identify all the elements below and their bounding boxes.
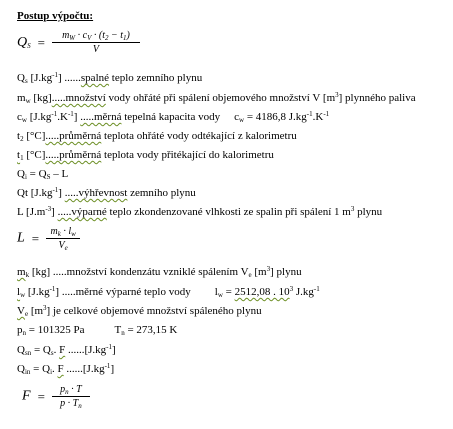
def-cw: $c_w$ $[J.kg^{-1}.K^{-1}]$ .....měrná tepelná kapacita vody $c_w = 4186,8$ $J.kg^{-1}.K^{-1}$ (17, 110, 330, 124)
def-qt: Qt $[J.kg^{-1}]$ .....výhřevnost zemního plynu (17, 186, 196, 199)
def-pn-tn: $p_n = 101325$ Pa $T_n = 273,15$ K (17, 324, 178, 337)
def-t1: $t_1$ [°C].....průměrná teplota vody přitékající do kalorimetru (17, 149, 274, 162)
page-heading: Postup výpočtu: (17, 10, 94, 22)
def-qsn: $Q_{sn} = Q_s$. F $......[J.kg^{-1}]$ (17, 343, 116, 357)
def-lw: $l_w$ $[J.kg^{-1}]$ .....měrné výparné teplo vody $l_w = 2512,08$ . $10^3$ $J.kg^{-1}$ (17, 285, 320, 299)
def-l: L $[J.m^{-3}]$ .....výparné teplo zkondenzované vlhkosti ze spalin při spálení 1 $m^3$ plynu (17, 205, 383, 218)
formula-l: L = $\frac{m_k \cdot l_w}{V_e}$ (17, 226, 80, 251)
def-qin: $Q_{in} = Q_i$. F $......[J.kg^{-1}]$ (17, 362, 115, 376)
def-t2: $t_2$ [°C].....průměrná teplota ohřáté vody odtékající z kalorimetru (17, 130, 297, 143)
def-qs: $Q_s$ $[J.kg^{-1}]$ ......spalné teplo zemního plynu (17, 71, 203, 85)
def-mw: $m_w$ [kg].....množství vody ohřáté při spálení objemového množství V $[m^3]$ plynného paliva (17, 91, 416, 105)
def-ve: $V_e$ $[m^3]$ je celkové objemové množství spáleného plynu (17, 304, 262, 318)
formula-qs: $Q_S$ = $\frac{m_W \cdot c_V \cdot (t_2 - t_1)}{V}$ (17, 30, 140, 55)
formula-f: F = $\frac{p_n \cdot T}{p \cdot T_n}$ (22, 384, 90, 409)
def-qi: $Q_i = Q_S - L$ (17, 168, 69, 181)
def-mk: $m_k$ [kg] .....množství kondenzátu vzniklé spálením $V_e$ $[m^3]$ plynu (17, 265, 302, 279)
